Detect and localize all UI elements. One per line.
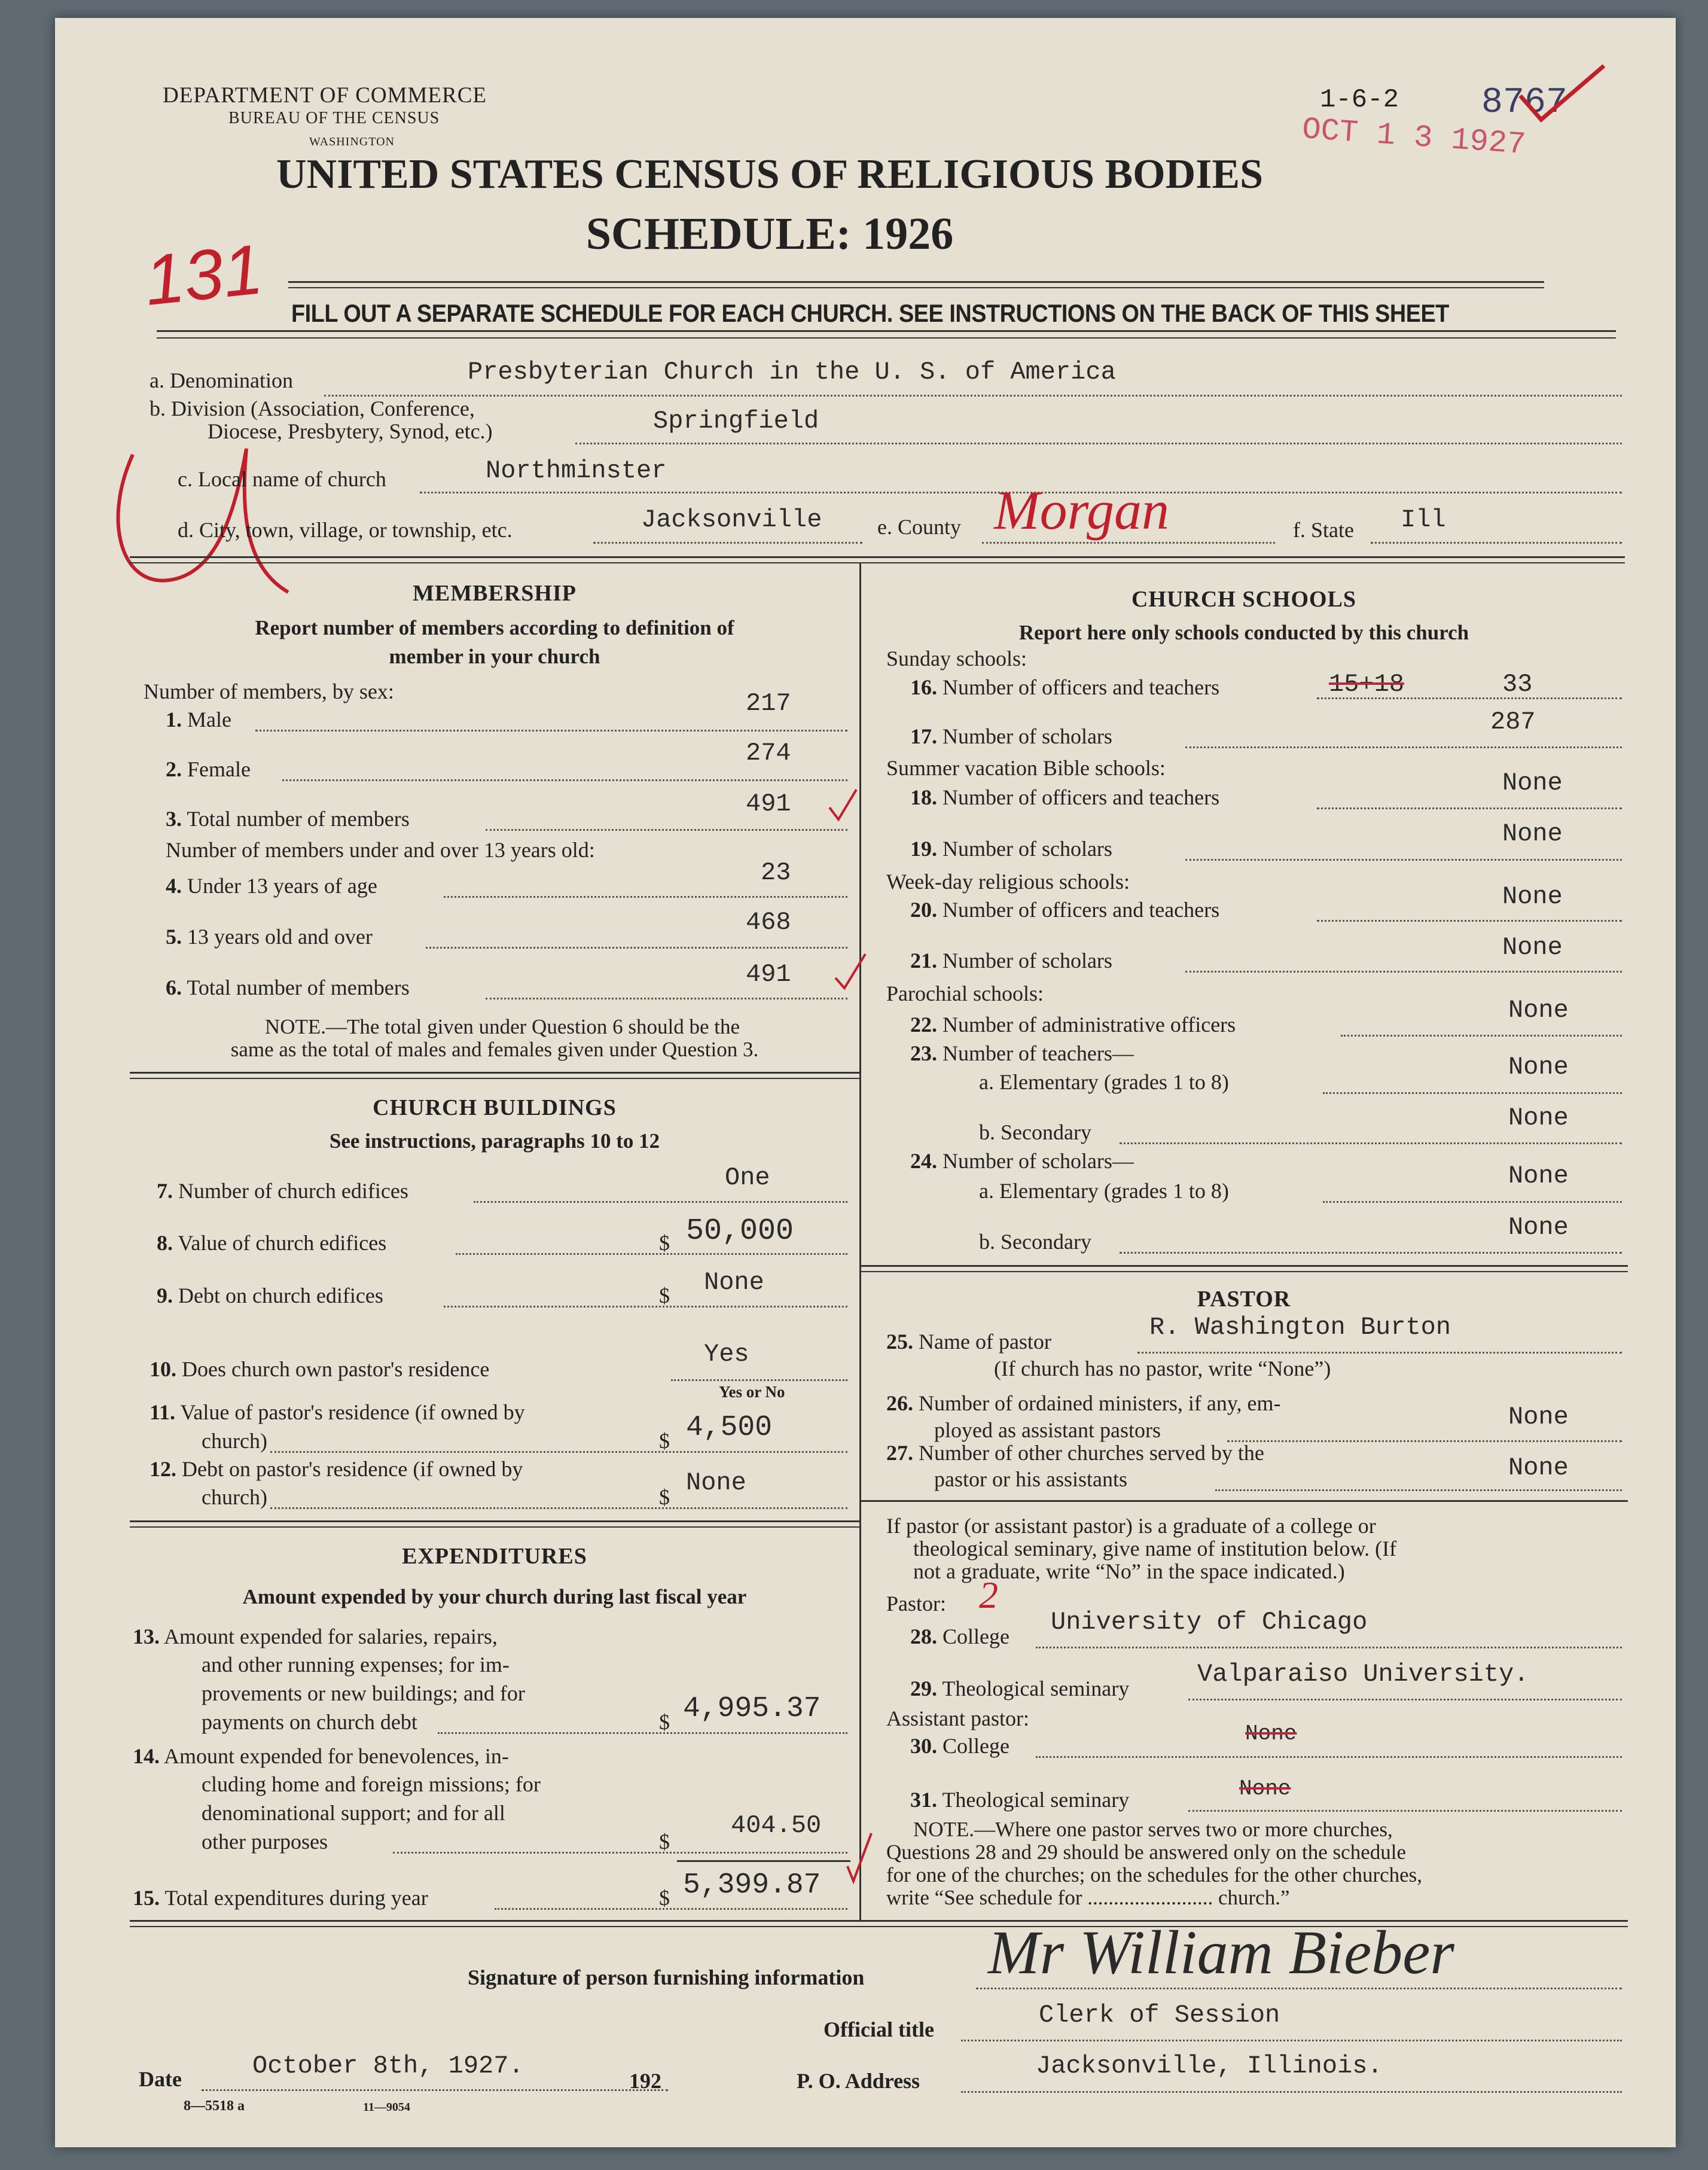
q22-label: Number of administrative officers	[943, 1013, 1236, 1037]
q7-number: 7.	[157, 1179, 173, 1203]
division-label-2: Diocese, Presbytery, Synod, etc.)	[208, 419, 493, 443]
serial-number: 8767	[1481, 83, 1568, 123]
q24a-label: a. Elementary (grades 1 to 8)	[979, 1179, 1229, 1203]
q3-number: 3.	[166, 807, 182, 831]
q26-line-2: ployed as assistant pastors	[934, 1418, 1161, 1442]
pastor-note-2: Questions 28 and 29 should be answered only on the schedule	[886, 1840, 1407, 1864]
q8-number: 8.	[157, 1231, 173, 1255]
q21-line	[1185, 971, 1622, 973]
city-line	[593, 542, 862, 544]
schools-heading: CHURCH SCHOOLS	[1131, 587, 1357, 612]
expenditures-sub: Amount expended by your church during last fiscal year	[242, 1585, 747, 1608]
graduate-line-2: theological seminary, give name of institution below. (If	[913, 1537, 1397, 1561]
form-number: 8—5518 a	[184, 2098, 245, 2114]
q9-label: Debt on church edifices	[178, 1284, 383, 1308]
q14-dollar: $	[659, 1830, 670, 1854]
q25-hint: (If church has no pastor, write “None”)	[994, 1357, 1331, 1380]
weekday-label: Week-day religious schools:	[886, 870, 1130, 894]
q9-number: 9.	[157, 1284, 173, 1308]
q14-number: 14.	[133, 1744, 160, 1768]
summer-label: Summer vacation Bible schools:	[886, 756, 1166, 780]
red-checkmark-icon	[826, 787, 862, 822]
q28-label: College	[943, 1625, 1009, 1648]
q19-line	[1185, 859, 1622, 861]
po-address-line	[961, 2091, 1622, 2093]
membership-heading: MEMBERSHIP	[413, 581, 577, 606]
q23a-line	[1323, 1092, 1622, 1094]
signature: Mr William Bieber	[988, 1918, 1454, 1987]
q14-line-2: cluding home and foreign missions; for	[202, 1772, 541, 1796]
denomination-value: Presbyterian Church in the U. S. of America	[468, 358, 1116, 386]
q1-label: Male	[187, 708, 231, 732]
pastor-label: Pastor:	[886, 1592, 947, 1616]
q5-label: 13 years old and over	[187, 925, 373, 949]
q10-label: Does church own pastor's residence	[182, 1357, 490, 1381]
q14-line-3: denominational support; and for all	[202, 1801, 505, 1825]
state-label: f. State	[1293, 518, 1354, 542]
q10-hint: Yes or No	[719, 1383, 785, 1401]
q20-number: 20.	[910, 898, 937, 922]
q9-value: None	[704, 1268, 764, 1297]
q13-dollar: $	[659, 1710, 670, 1734]
q29-value: Valparaiso University.	[1197, 1660, 1529, 1689]
q24b-label: b. Secondary	[979, 1230, 1091, 1254]
denomination-label: a. Denomination	[150, 368, 293, 392]
q29-line	[1188, 1699, 1622, 1700]
q25-label: Name of pastor	[919, 1330, 1051, 1354]
q5-line	[426, 947, 847, 949]
q4-value: 23	[761, 858, 791, 887]
divider	[130, 1078, 859, 1079]
q10-line	[671, 1379, 847, 1381]
q28-value: University of Chicago	[1051, 1608, 1368, 1636]
official-title-line	[961, 2040, 1622, 2041]
assistant-label: Assistant pastor:	[886, 1706, 1029, 1730]
file-code: 1-6-2	[1320, 85, 1399, 115]
divider	[130, 562, 1625, 563]
q23-number: 23.	[910, 1041, 937, 1065]
q11-label-2: church)	[202, 1429, 267, 1453]
q26-number: 26.	[886, 1391, 913, 1415]
county-label: e. County	[877, 515, 961, 539]
q24b-value: None	[1508, 1213, 1569, 1242]
membership-note-1: NOTE.—The total given under Question 6 should be the	[264, 1015, 740, 1038]
q8-line	[456, 1253, 847, 1255]
q15-dollar: $	[659, 1886, 670, 1910]
q16-number: 16.	[910, 675, 937, 699]
bureau-label: BUREAU OF THE CENSUS	[228, 109, 440, 127]
q8-label: Value of church edifices	[178, 1231, 387, 1255]
q31-line	[1188, 1810, 1622, 1812]
q27-value: None	[1508, 1453, 1569, 1482]
divider	[861, 1265, 1628, 1267]
buildings-heading: CHURCH BUILDINGS	[373, 1095, 617, 1120]
q14-line-1: Amount expended for benevolences, in-	[164, 1744, 509, 1768]
divider	[288, 281, 1544, 283]
q15-dots	[495, 1908, 847, 1910]
received-date-stamp: OCT 1 3 1927	[1301, 112, 1527, 163]
city-value: Jacksonville	[641, 505, 822, 534]
handwritten-number: 131	[141, 230, 267, 321]
q24-label: Number of scholars—	[943, 1149, 1134, 1173]
q11-dollar: $	[659, 1429, 670, 1453]
q13-dots	[438, 1732, 847, 1734]
q29-number: 29.	[910, 1677, 937, 1700]
buildings-sub: See instructions, paragraphs 10 to 12	[329, 1129, 660, 1153]
q13-value: 4,995.37	[683, 1693, 821, 1725]
q18-line	[1317, 807, 1622, 809]
q5-number: 5.	[166, 925, 182, 949]
division-value: Springfield	[653, 407, 819, 435]
date-suffix: 192	[629, 2069, 661, 2093]
q2-label: Female	[187, 757, 251, 781]
divider	[157, 330, 1616, 332]
pastor-heading: PASTOR	[1197, 1287, 1291, 1312]
q13-line-1: Amount expended for salaries, repairs,	[164, 1625, 498, 1648]
q16-old-value: 15+18	[1329, 670, 1405, 699]
q30-line	[1036, 1756, 1622, 1758]
q18-value: None	[1502, 769, 1563, 797]
pastor-red-mark: 2	[979, 1574, 998, 1616]
official-title-value: Clerk of Session	[1039, 2001, 1280, 2029]
q14-value: 404.50	[731, 1811, 822, 1840]
q23b-label: b. Secondary	[979, 1120, 1091, 1144]
q13-line-4: payments on church debt	[202, 1710, 417, 1734]
by-age-label: Number of members under and over 13 years old:	[166, 838, 595, 862]
divider	[130, 556, 1625, 558]
q24-number: 24.	[910, 1149, 937, 1173]
instruction-banner: FILL OUT A SEPARATE SCHEDULE FOR EACH CHURCH. SEE INSTRUCTIONS ON THE BACK OF THIS SHEET	[291, 299, 1449, 327]
q25-number: 25.	[886, 1330, 913, 1354]
q12-dollar: $	[659, 1485, 670, 1509]
graduate-line-3: not a graduate, write “No” in the space indicated.)	[913, 1559, 1345, 1583]
divider	[130, 1526, 859, 1528]
red-checkmark-icon	[844, 1830, 874, 1884]
page-title: UNITED STATES CENSUS OF RELIGIOUS BODIES	[276, 151, 1264, 197]
q26-value: None	[1508, 1403, 1569, 1431]
city-label: d. City, town, village, or township, etc.	[178, 518, 513, 542]
q12-line	[270, 1507, 847, 1509]
q26-dots	[1227, 1440, 1622, 1442]
county-line	[982, 542, 1275, 544]
q22-line	[1341, 1035, 1622, 1037]
column-divider	[859, 563, 861, 1920]
q18-label: Number of officers and teachers	[943, 785, 1220, 809]
q24a-value: None	[1508, 1162, 1569, 1190]
parochial-label: Parochial schools:	[886, 982, 1044, 1005]
q24b-line	[1120, 1252, 1622, 1254]
q8-dollar: $	[659, 1231, 670, 1255]
divider	[157, 337, 1616, 339]
date-label: Date	[139, 2067, 182, 2091]
q17-number: 17.	[910, 724, 937, 748]
pastor-note-1: NOTE.—Where one pastor serves two or more churches,	[913, 1818, 1393, 1841]
q7-line	[474, 1201, 847, 1203]
q30-number: 30.	[910, 1734, 937, 1758]
print-number: 11—9054	[363, 2101, 410, 2114]
schools-sub: Report here only schools conducted by this church	[1018, 621, 1469, 644]
q27-line-1: Number of other churches served by the	[919, 1441, 1264, 1465]
q21-value: None	[1502, 933, 1563, 962]
q14-dots	[393, 1852, 847, 1854]
county-value: Morgan	[994, 480, 1170, 541]
q23a-label: a. Elementary (grades 1 to 8)	[979, 1070, 1229, 1094]
q30-value: None	[1245, 1721, 1297, 1746]
local-name-value: Northminster	[486, 456, 667, 485]
q6-line	[486, 998, 847, 999]
state-line	[1371, 542, 1622, 544]
by-sex-label: Number of members, by sex:	[144, 679, 394, 703]
q21-number: 21.	[910, 949, 937, 973]
pastor-note-3: for one of the churches; on the schedules for the other churches,	[886, 1863, 1423, 1886]
q12-label-2: church)	[202, 1485, 267, 1509]
q15-label: Total expenditures during year	[164, 1886, 428, 1910]
divider	[861, 1271, 1628, 1272]
q6-label: Total number of members	[187, 976, 410, 999]
q23b-value: None	[1508, 1104, 1569, 1132]
q11-value: 4,500	[686, 1412, 773, 1444]
q31-value: None	[1239, 1776, 1291, 1801]
q11-label-1: Value of pastor's residence (if owned by	[180, 1400, 525, 1424]
q10-value: Yes	[704, 1340, 749, 1369]
graduate-line-1: If pastor (or assistant pastor) is a graduate of a college or	[886, 1514, 1376, 1538]
pastor-note-4: write “See schedule for ........................ church.”	[886, 1886, 1290, 1909]
q27-line-2: pastor or his assistants	[934, 1467, 1127, 1491]
schedule-title: SCHEDULE: 1926	[585, 209, 954, 259]
signature-label: Signature of person furnishing information	[468, 1965, 865, 1989]
denomination-line	[324, 395, 1622, 397]
q17-value: 287	[1490, 708, 1536, 736]
division-label-1: b. Division (Association, Conference,	[150, 397, 475, 420]
q11-line	[270, 1451, 847, 1453]
divider	[861, 1500, 1628, 1502]
q27-number: 27.	[886, 1441, 913, 1465]
q26-line-1: Number of ordained ministers, if any, em-	[919, 1391, 1281, 1415]
census-schedule-sheet	[55, 18, 1676, 2147]
q22-value: None	[1508, 996, 1569, 1025]
q20-value: None	[1502, 882, 1563, 911]
membership-sub-2: member in your church	[389, 645, 600, 668]
q12-value: None	[686, 1468, 746, 1497]
q22-number: 22.	[910, 1013, 937, 1037]
divider	[288, 287, 1544, 288]
date-value: October 8th, 1927.	[252, 2052, 524, 2080]
q27-dots	[1215, 1489, 1622, 1491]
q23a-value: None	[1508, 1053, 1569, 1081]
date-line	[202, 2089, 668, 2091]
membership-sub-1: Report number of members according to definition of	[255, 616, 734, 639]
q29-label: Theological seminary	[942, 1677, 1130, 1700]
q12-number: 12.	[150, 1457, 176, 1481]
q15-number: 15.	[133, 1886, 160, 1910]
divider	[130, 1072, 859, 1074]
q3-line	[486, 829, 847, 831]
q3-label: Total number of members	[187, 807, 410, 831]
po-address-value: Jacksonville, Illinois.	[1036, 2052, 1383, 2080]
po-address-label: P. O. Address	[797, 2069, 920, 2093]
q19-label: Number of scholars	[943, 837, 1112, 861]
q4-label: Under 13 years of age	[187, 874, 377, 898]
q16-value: 33	[1502, 670, 1533, 699]
department-label: DEPARTMENT OF COMMERCE	[163, 83, 487, 108]
q7-value: One	[725, 1163, 770, 1192]
washington-label: WASHINGTON	[309, 135, 395, 148]
sunday-label: Sunday schools:	[886, 647, 1027, 670]
q10-number: 10.	[150, 1357, 176, 1381]
q2-line	[282, 779, 847, 781]
divider	[130, 1520, 859, 1522]
q6-value: 491	[746, 960, 791, 989]
q11-number: 11.	[150, 1400, 176, 1424]
q5-value: 468	[746, 908, 791, 937]
q24a-line	[1323, 1201, 1622, 1203]
q28-number: 28.	[910, 1625, 937, 1648]
red-checkmark-icon	[1514, 60, 1610, 126]
division-line	[575, 443, 1622, 444]
q14-line-4: other purposes	[202, 1830, 328, 1854]
red-checkmark-icon	[832, 951, 868, 993]
q20-line	[1317, 920, 1622, 922]
q7-label: Number of church edifices	[178, 1179, 408, 1203]
q4-number: 4.	[166, 874, 182, 898]
q25-value: R. Washington Burton	[1149, 1313, 1451, 1342]
official-title-label: Official title	[824, 2017, 934, 2041]
q13-number: 13.	[133, 1625, 160, 1648]
q1-number: 1.	[166, 708, 182, 732]
q21-label: Number of scholars	[943, 949, 1112, 973]
q19-number: 19.	[910, 837, 937, 861]
q20-label: Number of officers and teachers	[943, 898, 1220, 922]
q18-number: 18.	[910, 785, 937, 809]
q9-dollar: $	[659, 1284, 670, 1308]
q25-line	[1137, 1352, 1622, 1354]
q28-line	[1036, 1647, 1622, 1648]
q23-label: Number of teachers—	[943, 1041, 1134, 1065]
q13-line-2: and other running expenses; for im-	[202, 1653, 510, 1677]
q9-line	[444, 1306, 847, 1308]
q6-number: 6.	[166, 976, 182, 999]
q23b-line	[1120, 1142, 1622, 1144]
q17-line	[1185, 746, 1622, 748]
expenditures-heading: EXPENDITURES	[402, 1544, 587, 1569]
q2-value: 274	[746, 739, 791, 767]
q16-label: Number of officers and teachers	[943, 675, 1220, 699]
q1-line	[255, 730, 847, 732]
q17-label: Number of scholars	[943, 724, 1112, 748]
q31-number: 31.	[910, 1788, 937, 1812]
q31-label: Theological seminary	[942, 1788, 1130, 1812]
q12-label-1: Debt on pastor's residence (if owned by	[182, 1457, 523, 1481]
q1-value: 217	[746, 689, 791, 718]
state-value: Ill	[1401, 505, 1446, 534]
q30-label: College	[943, 1734, 1009, 1758]
q15-value: 5,399.87	[683, 1869, 821, 1901]
q8-value: 50,000	[686, 1214, 794, 1248]
local-name-label: c. Local name of church	[178, 467, 386, 491]
q19-value: None	[1502, 819, 1563, 848]
q2-number: 2.	[166, 757, 182, 781]
q3-value: 491	[746, 790, 791, 818]
q13-line-3: provements or new buildings; and for	[202, 1681, 525, 1705]
sum-underline	[677, 1860, 850, 1862]
membership-note-2: same as the total of males and females given under Question 3.	[230, 1038, 759, 1061]
q4-line	[444, 896, 847, 898]
